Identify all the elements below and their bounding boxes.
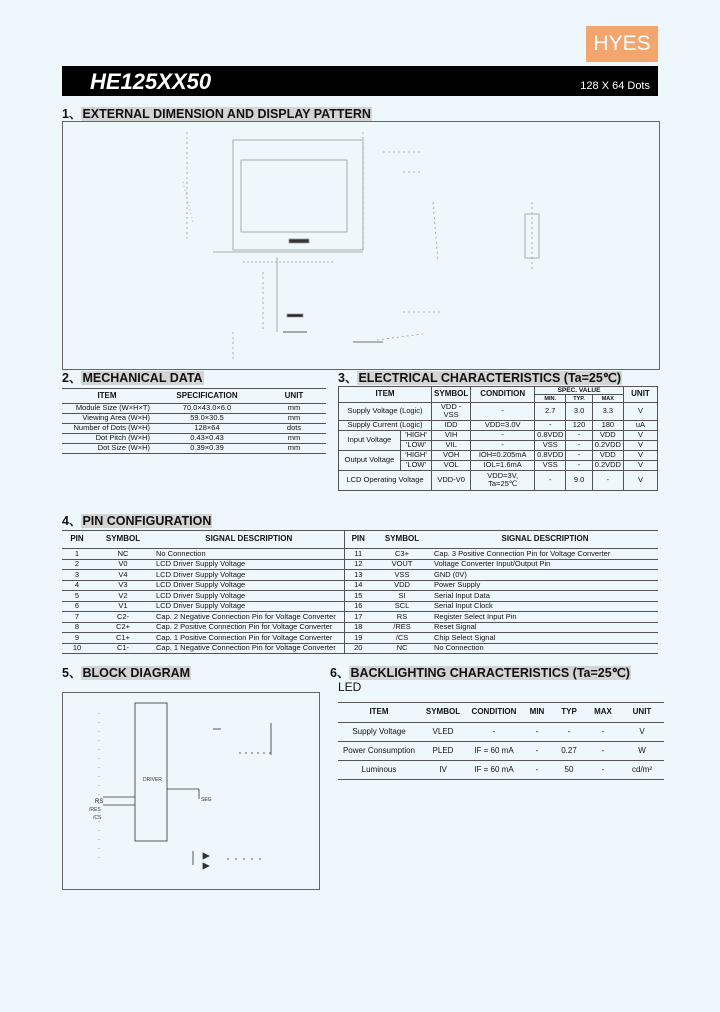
section-4-heading bbox=[62, 511, 212, 529]
table-row bbox=[62, 591, 658, 602]
column-header: PIN bbox=[62, 531, 92, 549]
table-cell: Output Voltage bbox=[339, 450, 401, 470]
table-cell: Cap. 2 Positive Connection Pin for Voltage Converter bbox=[154, 622, 344, 633]
table-cell: LCD Driver Supply Voltage bbox=[154, 559, 344, 570]
table-row bbox=[339, 420, 658, 430]
table-cell: VIH bbox=[432, 430, 471, 440]
table-cell: 0.43×0.43 bbox=[152, 434, 262, 444]
section-1-heading bbox=[62, 104, 372, 122]
segment-label: SEG bbox=[201, 797, 212, 803]
block-diagram-panel bbox=[62, 692, 320, 890]
table-cell: Register Select Input Pin bbox=[432, 612, 658, 623]
section-5-heading bbox=[62, 663, 191, 681]
table-cell: C2- bbox=[92, 612, 154, 623]
column-header: CONDITION bbox=[466, 703, 522, 723]
table-cell: 12 bbox=[344, 559, 372, 570]
table-cell: Serial Input Clock bbox=[432, 601, 658, 612]
table-row bbox=[62, 580, 658, 591]
table-cell: /CS bbox=[372, 633, 432, 644]
table-cell: LCD Driver Supply Voltage bbox=[154, 580, 344, 591]
section-number: 4、 bbox=[62, 514, 82, 528]
table-cell: 0.8VDD bbox=[535, 450, 566, 460]
table-cell: Voltage Converter Input/Output Pin bbox=[432, 559, 658, 570]
column-header: SYMBOL bbox=[372, 531, 432, 549]
mechanical-data-table bbox=[62, 388, 326, 454]
table-cell: V bbox=[623, 450, 657, 460]
column-header: UNIT bbox=[620, 703, 664, 723]
table-cell: 0.8VDD bbox=[535, 430, 566, 440]
table-cell: 'LOW' bbox=[400, 440, 431, 450]
table-cell: - bbox=[566, 450, 592, 460]
section-title: ELECTRICAL CHARACTERISTICS (Ta=25℃) bbox=[358, 371, 622, 385]
table-cell: Serial Input Data bbox=[432, 591, 658, 602]
pin-configuration-table bbox=[62, 530, 658, 654]
table-cell: IF = 60 mA bbox=[466, 761, 522, 780]
table-cell: V bbox=[623, 430, 657, 440]
section-number: 1、 bbox=[62, 107, 82, 121]
table-cell: IV bbox=[420, 761, 466, 780]
section-number: 6、 bbox=[330, 666, 350, 680]
table-cell: 17 bbox=[344, 612, 372, 623]
table-cell: /RES bbox=[372, 622, 432, 633]
table-cell: 0.2VDD bbox=[592, 460, 623, 470]
section-title: BACKLIGHTING CHARACTERISTICS (Ta=25℃) bbox=[350, 666, 630, 680]
dimension-drawing-panel bbox=[62, 121, 660, 370]
table-cell: Dot Pitch (W×H) bbox=[62, 434, 152, 444]
table-cell: No Connection bbox=[432, 643, 658, 654]
table-row bbox=[62, 622, 658, 633]
table-cell: 1 bbox=[62, 549, 92, 560]
table-cell: mm bbox=[262, 404, 326, 414]
table-cell: - bbox=[471, 403, 535, 421]
table-cell: 18 bbox=[344, 622, 372, 633]
led-label: LED bbox=[338, 680, 362, 694]
dimension-drawing bbox=[63, 122, 659, 369]
table-cell: Dot Size (W×H) bbox=[62, 444, 152, 454]
brand-logo: HYES bbox=[586, 26, 658, 62]
table-cell: - bbox=[566, 430, 592, 440]
table-cell: 3.0 bbox=[566, 403, 592, 421]
table-cell: 20 bbox=[344, 643, 372, 654]
table-cell: 3.3 bbox=[592, 403, 623, 421]
column-header: UNIT bbox=[623, 387, 657, 403]
column-header: SYMBOL bbox=[92, 531, 154, 549]
table-cell: - bbox=[522, 723, 552, 742]
table-row bbox=[339, 470, 658, 490]
table-cell: 70.0×43.0×6.0 bbox=[152, 404, 262, 414]
table-cell: Viewing Area (W×H) bbox=[62, 414, 152, 424]
column-subheader: MAX bbox=[592, 395, 623, 403]
table-cell: VOH bbox=[432, 450, 471, 460]
table-row bbox=[338, 761, 664, 780]
column-header: MIN bbox=[522, 703, 552, 723]
section-6-heading bbox=[330, 663, 631, 681]
table-cell: - bbox=[522, 742, 552, 761]
table-cell: mm bbox=[262, 444, 326, 454]
table-cell: V bbox=[623, 440, 657, 450]
table-cell: 'HIGH' bbox=[400, 450, 431, 460]
table-cell: 9.0 bbox=[566, 470, 592, 490]
table-cell: V4 bbox=[92, 570, 154, 581]
table-cell: NC bbox=[372, 643, 432, 654]
table-cell: Number of Dots (W×H) bbox=[62, 424, 152, 434]
table-cell: VDD bbox=[372, 580, 432, 591]
table-cell: Supply Voltage bbox=[338, 723, 420, 742]
table-cell: - bbox=[586, 723, 620, 742]
table-cell: Input Voltage bbox=[339, 430, 401, 450]
section-3-heading bbox=[338, 368, 622, 386]
table-cell: 'HIGH' bbox=[400, 430, 431, 440]
table-cell: 13 bbox=[344, 570, 372, 581]
column-header: SPECIFICATION bbox=[152, 389, 262, 404]
table-cell: 50 bbox=[552, 761, 586, 780]
table-cell: V bbox=[623, 460, 657, 470]
section-number: 5、 bbox=[62, 666, 82, 680]
table-row bbox=[338, 723, 664, 742]
table-row bbox=[62, 424, 326, 434]
driver-label: DRIVER bbox=[143, 777, 162, 783]
table-cell: - bbox=[471, 430, 535, 440]
table-cell: 4 bbox=[62, 580, 92, 591]
table-cell: 120 bbox=[566, 420, 592, 430]
table-cell: GND (0V) bbox=[432, 570, 658, 581]
table-cell: 2 bbox=[62, 559, 92, 570]
table-row bbox=[62, 434, 326, 444]
table-row bbox=[62, 444, 326, 454]
table-row bbox=[62, 633, 658, 644]
table-cell: V bbox=[623, 470, 657, 490]
table-cell: 'LOW' bbox=[400, 460, 431, 470]
table-cell: VDD bbox=[592, 450, 623, 460]
table-cell: LCD Driver Supply Voltage bbox=[154, 591, 344, 602]
table-cell: - bbox=[466, 723, 522, 742]
table-cell: C2+ bbox=[92, 622, 154, 633]
table-cell: dots bbox=[262, 424, 326, 434]
table-row bbox=[62, 549, 658, 560]
table-cell: No Connection bbox=[154, 549, 344, 560]
table-row bbox=[62, 414, 326, 424]
electrical-characteristics-table bbox=[338, 386, 658, 491]
table-cell: 128×64 bbox=[152, 424, 262, 434]
table-cell: Cap. 2 Negative Connection Pin for Voltage Converter bbox=[154, 612, 344, 623]
column-header: ITEM bbox=[338, 703, 420, 723]
table-cell: Supply Voltage (Logic) bbox=[339, 403, 432, 421]
table-cell: 16 bbox=[344, 601, 372, 612]
table-cell: 10 bbox=[62, 643, 92, 654]
column-header: PIN bbox=[344, 531, 372, 549]
table-cell: V bbox=[623, 403, 657, 421]
column-header: ITEM bbox=[339, 387, 432, 403]
table-cell: V bbox=[620, 723, 664, 742]
table-cell: LCD Driver Supply Voltage bbox=[154, 570, 344, 581]
table-cell: C1+ bbox=[92, 633, 154, 644]
table-cell: IOL=1.6mA bbox=[471, 460, 535, 470]
table-cell: 180 bbox=[592, 420, 623, 430]
table-cell: IF = 60 mA bbox=[466, 742, 522, 761]
table-cell: - bbox=[471, 440, 535, 450]
table-cell: - bbox=[535, 470, 566, 490]
section-title: MECHANICAL DATA bbox=[82, 371, 203, 385]
section-title: EXTERNAL DIMENSION AND DISPLAY PATTERN bbox=[82, 107, 371, 121]
table-row bbox=[62, 601, 658, 612]
section-title: BLOCK DIAGRAM bbox=[82, 666, 191, 680]
table-cell: VDD - VSS bbox=[432, 403, 471, 421]
table-cell: 59.0×30.5 bbox=[152, 414, 262, 424]
section-2-heading bbox=[62, 368, 204, 386]
table-cell: VIL bbox=[432, 440, 471, 450]
table-cell: V0 bbox=[92, 559, 154, 570]
table-cell: 14 bbox=[344, 580, 372, 591]
table-cell: - bbox=[552, 723, 586, 742]
block-diagram bbox=[63, 693, 319, 889]
table-cell: - bbox=[586, 761, 620, 780]
table-cell: VOUT bbox=[372, 559, 432, 570]
table-cell: Module Size (W×H×T) bbox=[62, 404, 152, 414]
column-header: UNIT bbox=[262, 389, 326, 404]
table-cell: - bbox=[535, 420, 566, 430]
table-cell: Cap. 1 Negative Connection Pin for Voltage Converter bbox=[154, 643, 344, 654]
table-cell: - bbox=[586, 742, 620, 761]
table-cell: 0.2VDD bbox=[592, 440, 623, 450]
column-header: ITEM bbox=[62, 389, 152, 404]
table-cell: mm bbox=[262, 414, 326, 424]
table-cell: VSS bbox=[372, 570, 432, 581]
column-header: TYP bbox=[552, 703, 586, 723]
table-cell: Power Consumption bbox=[338, 742, 420, 761]
table-cell: W bbox=[620, 742, 664, 761]
table-cell: V2 bbox=[92, 591, 154, 602]
table-cell: Reset Signal bbox=[432, 622, 658, 633]
table-cell: VDD=3.0V bbox=[471, 420, 535, 430]
res-signal-label: /RES bbox=[89, 807, 101, 813]
table-cell: 0.27 bbox=[552, 742, 586, 761]
table-row bbox=[62, 570, 658, 581]
table-cell: VDD bbox=[592, 430, 623, 440]
table-cell: VSS bbox=[535, 440, 566, 450]
table-cell: PLED bbox=[420, 742, 466, 761]
table-cell: 7 bbox=[62, 612, 92, 623]
rs-signal-label: RS bbox=[95, 799, 104, 805]
table-cell: VSS bbox=[535, 460, 566, 470]
table-cell: uA bbox=[623, 420, 657, 430]
table-cell: 15 bbox=[344, 591, 372, 602]
table-cell: Power Supply bbox=[432, 580, 658, 591]
table-cell: Cap. 1 Positive Connection Pin for Voltage Converter bbox=[154, 633, 344, 644]
table-row bbox=[339, 450, 658, 460]
section-number: 2、 bbox=[62, 371, 82, 385]
table-cell: 9 bbox=[62, 633, 92, 644]
table-row bbox=[339, 403, 658, 421]
table-row bbox=[62, 404, 326, 414]
column-subheader: TYP. bbox=[566, 395, 592, 403]
table-row bbox=[62, 612, 658, 623]
table-cell: Chip Select Signal bbox=[432, 633, 658, 644]
table-cell: V3 bbox=[92, 580, 154, 591]
model-title: HE125XX50 bbox=[90, 69, 212, 94]
backlight-characteristics-table bbox=[338, 702, 664, 780]
column-header: SIGNAL DESCRIPTION bbox=[432, 531, 658, 549]
table-cell: VDD=3V, Ta=25℃ bbox=[471, 470, 535, 490]
dot-resolution: 128 X 64 Dots bbox=[580, 80, 650, 92]
table-cell: Luminous bbox=[338, 761, 420, 780]
table-cell: - bbox=[592, 470, 623, 490]
table-cell: mm bbox=[262, 434, 326, 444]
table-cell: 6 bbox=[62, 601, 92, 612]
column-header: SYMBOL bbox=[420, 703, 466, 723]
table-cell: 2.7 bbox=[535, 403, 566, 421]
table-cell: NC bbox=[92, 549, 154, 560]
table-cell: 19 bbox=[344, 633, 372, 644]
table-cell: 3 bbox=[62, 570, 92, 581]
table-cell: C3+ bbox=[372, 549, 432, 560]
table-cell: LCD Operating Voltage bbox=[339, 470, 432, 490]
table-row bbox=[62, 643, 658, 654]
table-cell: 11 bbox=[344, 549, 372, 560]
column-header: SIGNAL DESCRIPTION bbox=[154, 531, 344, 549]
column-header: SPEC. VALUE bbox=[535, 387, 624, 395]
table-cell: 8 bbox=[62, 622, 92, 633]
table-row bbox=[339, 430, 658, 440]
table-cell: VLED bbox=[420, 723, 466, 742]
column-header: MAX bbox=[586, 703, 620, 723]
column-header: SYMBOL bbox=[432, 387, 471, 403]
section-number: 3、 bbox=[338, 371, 358, 385]
table-cell: Cap. 3 Positive Connection Pin for Voltage Converter bbox=[432, 549, 658, 560]
column-subheader: MIN. bbox=[535, 395, 566, 403]
table-cell: - bbox=[566, 440, 592, 450]
table-cell: SCL bbox=[372, 601, 432, 612]
table-cell: VDD-V0 bbox=[432, 470, 471, 490]
table-cell: Supply Current (Logic) bbox=[339, 420, 432, 430]
section-title: PIN CONFIGURATION bbox=[82, 514, 212, 528]
table-cell: IDD bbox=[432, 420, 471, 430]
column-header: CONDITION bbox=[471, 387, 535, 403]
table-cell: IOH=0.205mA bbox=[471, 450, 535, 460]
table-cell: LCD Driver Supply Voltage bbox=[154, 601, 344, 612]
table-cell: SI bbox=[372, 591, 432, 602]
table-cell: cd/m² bbox=[620, 761, 664, 780]
table-cell: RS bbox=[372, 612, 432, 623]
table-cell: - bbox=[566, 460, 592, 470]
table-row bbox=[62, 559, 658, 570]
table-cell: 0.39×0.39 bbox=[152, 444, 262, 454]
table-cell: VOL bbox=[432, 460, 471, 470]
table-cell: 5 bbox=[62, 591, 92, 602]
table-row bbox=[338, 742, 664, 761]
table-cell: C1- bbox=[92, 643, 154, 654]
table-cell: - bbox=[522, 761, 552, 780]
table-cell: V1 bbox=[92, 601, 154, 612]
cs-signal-label: /CS bbox=[93, 815, 102, 821]
